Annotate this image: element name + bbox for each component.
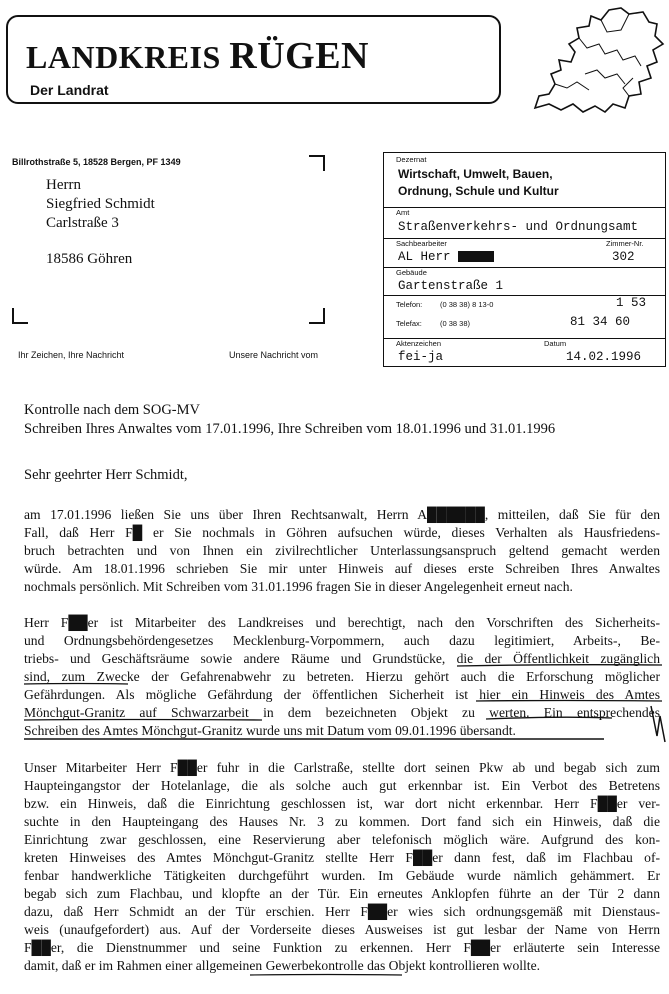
letterhead-subtitle: Der Landrat [30, 82, 109, 98]
your-reference-label: Ihr Zeichen, Ihre Nachricht [18, 350, 125, 360]
telefax-row [384, 312, 665, 339]
amt-value: Straßenverkehrs- und Ordnungsamt [398, 220, 639, 234]
datum-value: 14.02.1996 [566, 350, 642, 364]
subject-line1: Kontrolle nach dem SOG-MV [24, 402, 200, 418]
paragraph-3-line: suchte in den Haupteingang des Hauses Nr. 3 zu kommen. Dort fand sich ein Hinweis, daß die [24, 814, 660, 829]
telefon-label: Telefon: [396, 300, 423, 309]
sachbearbeiter-value [398, 250, 494, 265]
aktenzeichen-value: fei-ja [398, 350, 444, 364]
paragraph-3-line: Haupteingangstor der Hotelanlage, die als solche auch gut erkennbar ist. Ein Verbot des Betretens [24, 778, 660, 793]
sachbearbeiter-name: AL Herr [398, 250, 451, 264]
address-corner-bottom-right [309, 308, 325, 324]
paragraph-1-line: nochmals persönlich. Mit Schreiben vom 31.01.1996 fragen Sie in dieser Angelegenheit erneut nach. [24, 579, 573, 594]
paragraph-3-line: damit, daß er im Rahmen einer allgemeinen Gewerbekontrolle das Objekt kontrollieren wollte. [24, 958, 541, 973]
gebaeude-label: Gebäude [396, 268, 427, 277]
sender-address-line: Billrothstraße 5, 18528 Bergen, PF 1349 [12, 157, 181, 167]
subject-line2: Schreiben Ihres Anwaltes vom 17.01.1996, Ihre Schreiben vom 18.01.1996 und 31.01.1996 [24, 421, 556, 437]
recipient-name: Siegfried Schmidt [46, 196, 155, 212]
paragraph-3-line: bzw. ein Hinweis, daß die Einrichtung geschlossen ist, war dort nicht erkennbar. Herr F██er ver- [24, 796, 660, 811]
paragraph-2-line: Gefährdungen. Als mögliche Gefährdung der öffentlichen Sicherheit ist hier ein Hinweis des Amtes [24, 687, 660, 702]
paragraph-3 [24, 759, 660, 975]
paragraph-1-line: würde. Am 18.01.1996 schrieben Sie mir unter Hinweis auf dieses erste Schreiben Ihres Anwaltes [24, 561, 660, 576]
amt-row [384, 207, 665, 239]
paragraph-1-line: bruch betrachten und von Ihnen ein zivilrechtlicher Unterlassungsanspruch geltend gemacht werden [24, 543, 660, 558]
telefax-number: 81 34 60 [570, 315, 631, 329]
dezernat-line2: Ordnung, Schule und Kultur [398, 184, 559, 198]
paragraph-3-line: F██er, die Dienstnummer und seine Funktion zu erkennen. Herr F██er erläuterte sein Interesse [24, 940, 660, 955]
redaction-mark [458, 251, 494, 262]
telefon-extension: 1 53 [616, 296, 647, 310]
dezernat-line1: Wirtschaft, Umwelt, Bauen, [398, 167, 553, 181]
paragraph-2-line: und Ordnungsbehördengesetzes Mecklenburg-Vorpommern, auch dazu legitimiert, Arbeits-, Be- [24, 633, 660, 648]
telefon-prefix: (0 38 38) 8 13-0 [440, 300, 494, 309]
address-corner-bottom-left [12, 308, 28, 324]
org-name-part1: LANDKREIS [26, 39, 221, 75]
our-message-label: Unsere Nachricht vom [229, 350, 319, 360]
address-corner-top-right [309, 155, 325, 171]
paragraph-2-line: Schreiben des Amtes Mönchgut-Granitz wurde uns mit Datum vom 09.01.1996 übersandt. [24, 723, 516, 738]
telefax-label: Telefax: [396, 319, 422, 328]
telefax-prefix: (0 38 38) [440, 319, 471, 328]
datum-label: Datum [544, 339, 567, 348]
paragraph-2-line: sind, zum Zwecke der Gefahrenabwehr zu betreten. Hierzu gehört auch die Erforschung möglicher [24, 669, 660, 684]
paragraph-3-line: Unser Mitarbeiter Herr F██er fuhr in die Carlstraße, stellte dort seinen Pkw ab und begab sich zum [24, 760, 660, 775]
paragraph-2 [24, 614, 660, 740]
zimmer-label: Zimmer-Nr. [606, 239, 644, 248]
telefon-row [384, 295, 665, 312]
island-map-icon [525, 4, 665, 116]
recipient-city: 18586 Göhren [46, 251, 133, 267]
paragraph-3-line: fenbar handwerkliche Tätigkeiten durchgeführt wurden. Im Gebäude wurde nämlich gehämmert. Er [24, 868, 660, 883]
paragraph-1-line: am 17.01.1996 ließen Sie uns über Ihren Rechtsanwalt, Herrn A██████, mitteilen, daß Sie für den [24, 507, 660, 522]
sachbearbeiter-label: Sachbearbeiter [396, 239, 447, 248]
zimmer-value: 302 [612, 250, 635, 264]
aktenzeichen-label: Aktenzeichen [396, 339, 442, 348]
subject-block [24, 401, 555, 439]
contact-info-box [383, 152, 666, 367]
paragraph-3-line: kreten Hinweises des Amtes Mönchgut-Granitz stellte Herr F██er dann fest, daß im Flachbau of- [24, 850, 660, 865]
paragraph-3-line: dazu, daß Herr Schmidt an der Tür erschien. Herr F██er wies sich ordnungsgemäß mit Dienstaus- [24, 904, 660, 919]
dezernat-row [384, 153, 665, 208]
recipient-salutation: Herrn [46, 177, 81, 193]
paragraph-2-line: Mönchgut-Granitz auf Schwarzarbeit in dem bezeichneten Objekt zu werten. Ein entsprechendes [24, 705, 660, 720]
salutation: Sehr geehrter Herr Schmidt, [24, 467, 188, 483]
paragraph-3-line: begab sich zum Flachbau, und klopfte an der Tür. Ein erneutes Anklopfen führte an der Tür 2 dann [24, 886, 660, 901]
paragraph-2-line: Herr F██er ist Mitarbeiter des Landkreises und berechtigt, nach den Vorschriften des Sicherheits- [24, 615, 660, 630]
paragraph-1-line: Fall, daß Herr F█ er Sie nochmals in Göhren aufsuchen würde, dieses Verhalten als Hausfriedens- [24, 525, 660, 540]
gebaeude-value: Gartenstraße 1 [398, 279, 504, 293]
amt-label: Amt [396, 208, 410, 217]
paragraph-3-line: Einrichtung zwar geschlossen, eine Reservierung aber telefonisch möglich wäre. Aufgrund des kon- [24, 832, 660, 847]
sachbearbeiter-row [384, 238, 665, 268]
paragraph-2-line: triebs- und Geschäftsräume sowie andere Räume und Grundstücke, die der Öffentlichkeit zugänglich [24, 651, 660, 666]
org-name-part2: RÜGEN [229, 35, 369, 77]
organization-name [26, 34, 369, 78]
aktenzeichen-row [384, 338, 665, 366]
dezernat-label: Dezernat [396, 155, 427, 164]
paragraph-3-line: weis (unaufgefordert) aus. Auf der Vorderseite dieses Ausweises ist gut lesbar der Name von Herrn [24, 922, 660, 937]
recipient-street: Carlstraße 3 [46, 215, 119, 231]
paragraph-1 [24, 506, 660, 596]
gebaeude-row [384, 267, 665, 296]
